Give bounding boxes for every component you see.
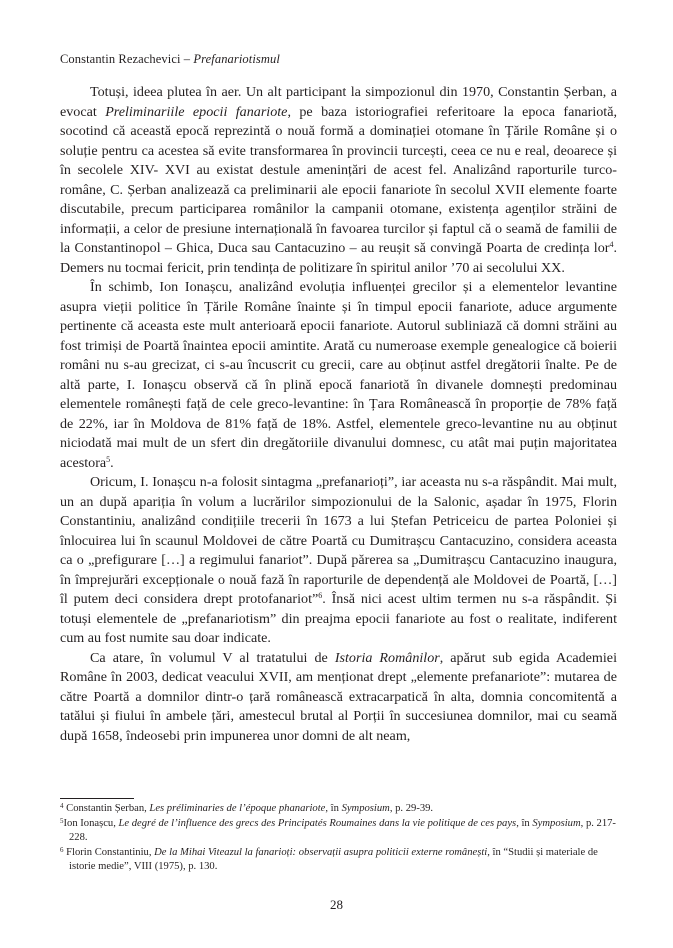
page-number: 28 bbox=[330, 897, 343, 912]
paragraph-text: , apărut sub egida Academiei Române în 2003, dedicat veacului XVII, am menționat drept „elemente prefanariote”: mutarea de către Poartă a domnilor dintr-o țară românească extracarpatică în alta, domnia concomitentă a tatălui și fiului în ambele țări, amestecul brutal al Porții în succesiunea domnilor, mai cu seamă după 1658, îndeosebi prin impunerea unor domni de alt neam, bbox=[60, 649, 617, 744]
footnote-4 bbox=[60, 802, 620, 817]
footnote-number: 6 bbox=[60, 845, 64, 854]
footnote-ref-6[interactable]: 6 bbox=[318, 591, 323, 600]
footnote-text: Florin Constantiniu, bbox=[63, 846, 155, 858]
footnote-text: , în “Studii și materiale de istorie medie”, VIII (1975), p. 130. bbox=[69, 846, 598, 873]
footnote-number: 5 bbox=[60, 816, 64, 825]
footnote-text: , p. 29-39. bbox=[389, 803, 434, 814]
footnote-source: Symposium bbox=[341, 803, 390, 814]
italic-title: Istoria Românilor bbox=[334, 649, 440, 666]
paragraph-text: . Însă nici acest ultim termen nu s-a răspândit. Și totuși elementele de „prefanariotism” din preajma epocii fanariote au fost o realitate, indiferent cum au fost numite sau doar indicate. bbox=[60, 591, 618, 646]
paragraph-1 bbox=[60, 83, 617, 278]
paragraph-text: . bbox=[110, 454, 114, 471]
footnote-text: Constantin Șerban, bbox=[63, 803, 150, 814]
paragraph-text: . Demers nu tocmai fericit, prin tendința de politizare în spiritul anilor ’70 ai secolului XX. bbox=[60, 240, 617, 276]
footnote-source: Symposium bbox=[532, 817, 581, 829]
header-author: Constantin Rezachevici bbox=[60, 52, 181, 66]
footnote-text: Ion Ionașcu, bbox=[63, 817, 119, 829]
footnote-title: Les préliminaries de l’époque phanariote bbox=[149, 803, 326, 814]
footnote-title: De la Mihai Viteazul la fanarioți: observații asupra politicii externe românești bbox=[154, 846, 488, 858]
footnote-6 bbox=[60, 846, 620, 875]
italic-title: Preliminariile epocii fanariote bbox=[105, 103, 288, 120]
footnote-text: , p. 217-228. bbox=[69, 817, 616, 844]
header-title: Prefanariotismul bbox=[193, 52, 280, 66]
footnotes bbox=[60, 802, 620, 875]
running-header bbox=[60, 52, 280, 67]
paragraph-text: Oricum, I. Ionașcu n-a folosit sintagma „prefanarioți”, iar aceasta nu s-a răspândit. Mai mult, un an după apariția în volum a lucrărilor simpozionului de la Salonic, așadar în 1975, Florin Constantiniu, analizând condițiile trecerii în 1673 a lui Ștefan Petriceicu de partea Poloniei și înlocuirea lui în scaunul Moldovei de către Poartă cu Dumitrașcu Cantacuzino, considera aceasta ca o „prefigurare […] a regimului fanariot”. După părerea sa „Dumitrașcu Cantacuzino inaugura, în împrejurări excepționale o nouă fază în raporturile de dependență ale Moldovei de Poartă, […] îl putem deci considera drept protofanariot” bbox=[60, 474, 617, 607]
paragraph-text: Ca atare, în volumul V al tratatului de bbox=[90, 649, 335, 666]
paragraph-3 bbox=[60, 473, 617, 649]
body-text bbox=[60, 83, 617, 746]
paragraph-4 bbox=[60, 649, 617, 747]
footnote-text: , în bbox=[325, 803, 342, 814]
header-separator: – bbox=[180, 52, 194, 66]
footnote-divider bbox=[60, 798, 134, 799]
paragraph-text: Totuși, ideea plutea în aer. Un alt participant la simpozionul din 1970, Constantin Șerban, a evocat bbox=[60, 84, 617, 120]
footnote-title: Le degré de l’influence des grecs des Principatés Roumaines dans la vie politique de ces pays bbox=[118, 817, 517, 829]
footnote-number: 4 bbox=[60, 802, 64, 810]
paragraph-text: În schimb, Ion Ionașcu, analizând evoluția influenței grecilor și a elementelor levantine asupra vieții politice în Țările Române înainte și în timpul epocii fanariote, aduce argumente pertinente că aceasta este mult anterioară epocii fanariote. Autorul subliniază că domni străini au fost trimiși de Poartă înaintea epocii amintite. Arată cu numeroase exemple genealogice că boierii români nu s-au grecizat, ci s-au încuscrit cu grecii, care au obținut astfel dregătorii înalte. Pe de altă parte, I. Ionașcu observă că în plină epocă fanariotă în divanele domnești predominau elementele românești față de cele greco-levantine: în Țara Românească în proporție de 78% față de 22%, iar în Moldova de 81% față de 18%. Astfel, elementele greco-levantine nu au obținut niciodată mai mult de un sfert din dregătoriile divanului domnesc, cu atât mai puțin majoritatea acestora bbox=[60, 279, 617, 471]
footnote-text: , în bbox=[516, 817, 533, 829]
footnote-ref-4[interactable]: 4 bbox=[609, 240, 614, 249]
paragraph-text: , pe baza istoriografiei referitoare la epoca fanariotă, socotind că această epocă reprezintă o nouă formă a dominației otomane în Țările Române și o soluție pentru ca acestea să evite transformarea în provincii turcești, ceea ce nu e real, deoarece și în secolele XIV- XVI au existat destule amenințări de acest fel. Analizând raporturile turco-române, C. Șerban analizează ca preliminarii ale epocii fanariote în secolul XVII elemente foarte discutabile, precum participarea românilor la campanii otomane, existența agenților străini de informații, a celor de presiune internațională în favoarea turcilor și faptul că o seamă de familii de la Constantinopol – Ghica, Duca sau Cantacuzino – au reușit să convingă Poarta de credința lor bbox=[60, 103, 617, 256]
footnote-5 bbox=[60, 817, 620, 846]
paragraph-2 bbox=[60, 278, 617, 473]
footnote-ref-5[interactable]: 5 bbox=[106, 454, 111, 464]
